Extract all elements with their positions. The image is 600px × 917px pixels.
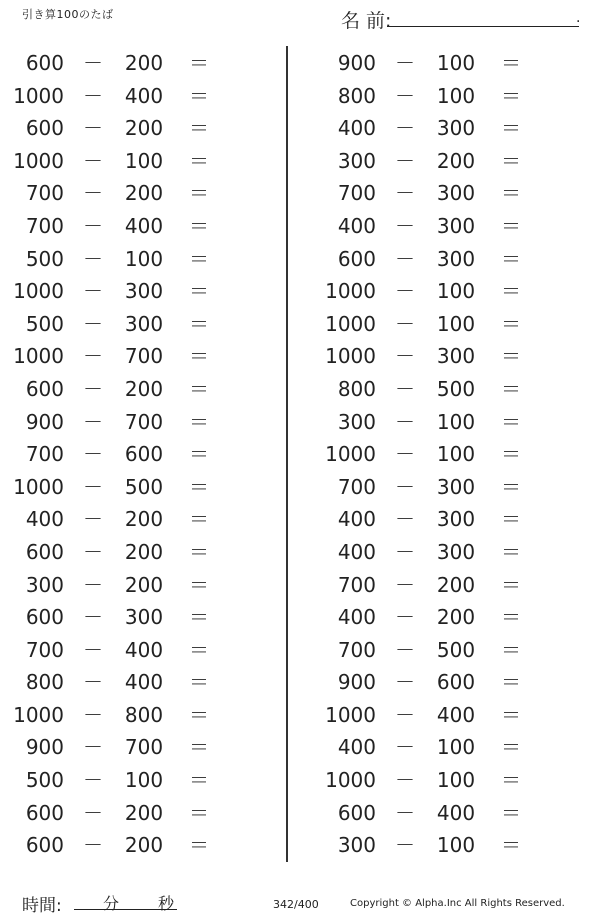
minus-sign: － xyxy=(83,311,103,336)
equals-sign: ＝ xyxy=(501,670,521,695)
equals-sign: ＝ xyxy=(189,409,209,434)
subtrahend: 400 xyxy=(124,670,164,695)
page-number: 342/400 xyxy=(273,898,319,911)
minutes-unit: 分 xyxy=(103,894,120,913)
minus-sign: － xyxy=(83,213,103,238)
minuend: 600 xyxy=(25,800,64,825)
minuend: 800 xyxy=(25,670,64,695)
equals-sign: ＝ xyxy=(189,442,209,467)
equals-sign: ＝ xyxy=(501,409,521,434)
minuend: 300 xyxy=(337,148,376,173)
minus-sign: － xyxy=(83,51,103,75)
minuend: 900 xyxy=(25,409,64,434)
minuend: 900 xyxy=(337,51,376,75)
subtrahend: 300 xyxy=(124,311,164,336)
subtrahend: 200 xyxy=(124,507,164,532)
minuend: 1000 xyxy=(325,311,376,336)
minuend: 1000 xyxy=(325,279,376,304)
equals-sign: ＝ xyxy=(501,800,521,825)
subtrahend: 100 xyxy=(436,768,476,793)
subtrahend: 200 xyxy=(124,833,164,858)
name-line-dot: . xyxy=(576,10,581,26)
name-label: 名 前: xyxy=(341,10,392,32)
equals-sign: ＝ xyxy=(189,246,209,271)
minuend: 500 xyxy=(25,311,64,336)
subtrahend: 700 xyxy=(124,409,164,434)
minus-sign: － xyxy=(395,181,415,206)
equals-sign: ＝ xyxy=(189,213,209,238)
minuend: 700 xyxy=(25,637,64,662)
equals-sign: ＝ xyxy=(501,637,521,662)
minus-sign: － xyxy=(83,800,103,825)
subtrahend: 200 xyxy=(436,605,476,630)
equals-sign: ＝ xyxy=(501,311,521,336)
equals-sign: ＝ xyxy=(501,181,521,206)
equals-sign: ＝ xyxy=(501,148,521,173)
minus-sign: － xyxy=(395,83,415,108)
equals-sign: ＝ xyxy=(501,507,521,532)
subtrahend: 100 xyxy=(436,83,476,108)
minuend: 600 xyxy=(25,51,64,75)
subtrahend: 500 xyxy=(436,637,476,662)
minuend: 900 xyxy=(337,670,376,695)
equals-sign: ＝ xyxy=(501,735,521,760)
minus-sign: － xyxy=(395,800,415,825)
minuend: 600 xyxy=(25,376,64,401)
minuend: 1000 xyxy=(325,702,376,727)
subtrahend: 800 xyxy=(124,702,164,727)
minus-sign: － xyxy=(83,279,103,304)
subtrahend: 600 xyxy=(124,442,164,467)
equals-sign: ＝ xyxy=(501,539,521,564)
subtrahend: 300 xyxy=(124,279,164,304)
time-label: 時間: xyxy=(22,896,62,916)
equals-sign: ＝ xyxy=(501,605,521,630)
equals-sign: ＝ xyxy=(189,735,209,760)
minus-sign: － xyxy=(83,116,103,141)
subtrahend: 100 xyxy=(124,246,164,271)
minuend: 700 xyxy=(25,181,64,206)
equals-sign: ＝ xyxy=(501,376,521,401)
equals-sign: ＝ xyxy=(501,279,521,304)
minuend: 700 xyxy=(337,572,376,597)
equals-sign: ＝ xyxy=(189,507,209,532)
equals-sign: ＝ xyxy=(189,181,209,206)
minus-sign: － xyxy=(395,539,415,564)
subtrahend: 200 xyxy=(124,181,164,206)
minus-sign: － xyxy=(395,279,415,304)
minus-sign: － xyxy=(395,572,415,597)
equals-sign: ＝ xyxy=(501,116,521,141)
minus-sign: － xyxy=(83,702,103,727)
minuend: 800 xyxy=(337,376,376,401)
minuend: 400 xyxy=(337,507,376,532)
minus-sign: － xyxy=(83,409,103,434)
minus-sign: － xyxy=(83,637,103,662)
minus-sign: － xyxy=(395,474,415,499)
subtrahend: 100 xyxy=(436,409,476,434)
equals-sign: ＝ xyxy=(189,637,209,662)
minus-sign: － xyxy=(395,637,415,662)
minuend: 800 xyxy=(337,83,376,108)
minuend: 400 xyxy=(25,507,64,532)
minuend: 500 xyxy=(25,768,64,793)
minus-sign: － xyxy=(395,833,415,858)
minus-sign: － xyxy=(83,670,103,695)
minus-sign: － xyxy=(395,409,415,434)
equals-sign: ＝ xyxy=(501,442,521,467)
minuend: 400 xyxy=(337,605,376,630)
subtrahend: 300 xyxy=(436,213,476,238)
minus-sign: － xyxy=(83,768,103,793)
subtrahend: 300 xyxy=(436,507,476,532)
subtrahend: 200 xyxy=(436,148,476,173)
equals-sign: ＝ xyxy=(189,539,209,564)
minus-sign: － xyxy=(395,246,415,271)
subtrahend: 300 xyxy=(436,474,476,499)
subtrahend: 300 xyxy=(436,539,476,564)
subtrahend: 400 xyxy=(436,702,476,727)
minuend: 400 xyxy=(337,116,376,141)
minus-sign: － xyxy=(395,670,415,695)
minus-sign: － xyxy=(83,474,103,499)
equals-sign: ＝ xyxy=(189,768,209,793)
equals-sign: ＝ xyxy=(501,213,521,238)
name-line[interactable] xyxy=(387,26,579,27)
equals-sign: ＝ xyxy=(189,702,209,727)
equals-sign: ＝ xyxy=(501,51,521,75)
minuend: 900 xyxy=(25,735,64,760)
equals-sign: ＝ xyxy=(189,833,209,858)
equals-sign: ＝ xyxy=(501,702,521,727)
minuend: 300 xyxy=(337,833,376,858)
subtrahend: 200 xyxy=(124,572,164,597)
minuend: 1000 xyxy=(13,83,64,108)
minuend: 1000 xyxy=(13,474,64,499)
minuend: 600 xyxy=(25,833,64,858)
minus-sign: － xyxy=(395,702,415,727)
minus-sign: － xyxy=(83,83,103,108)
subtrahend: 700 xyxy=(124,735,164,760)
subtrahend: 500 xyxy=(124,474,164,499)
equals-sign: ＝ xyxy=(189,279,209,304)
minuend: 1000 xyxy=(13,702,64,727)
minus-sign: － xyxy=(83,181,103,206)
minus-sign: － xyxy=(83,605,103,630)
minuend: 1000 xyxy=(325,768,376,793)
subtrahend: 400 xyxy=(436,800,476,825)
equals-sign: ＝ xyxy=(189,116,209,141)
minuend: 1000 xyxy=(325,442,376,467)
subtrahend: 300 xyxy=(436,344,476,369)
subtrahend: 100 xyxy=(436,833,476,858)
subtrahend: 400 xyxy=(124,83,164,108)
seconds-unit: 秒 xyxy=(158,894,175,913)
equals-sign: ＝ xyxy=(189,572,209,597)
minuend: 400 xyxy=(337,735,376,760)
subtrahend: 400 xyxy=(124,213,164,238)
minuend: 600 xyxy=(337,800,376,825)
minus-sign: － xyxy=(83,442,103,467)
subtrahend: 200 xyxy=(124,539,164,564)
column-divider xyxy=(286,46,288,862)
minus-sign: － xyxy=(83,735,103,760)
copyright-notice: Copyright © Alpha.Inc All Rights Reserved. xyxy=(350,898,565,909)
equals-sign: ＝ xyxy=(189,800,209,825)
subtrahend: 200 xyxy=(124,376,164,401)
subtrahend: 200 xyxy=(124,51,164,75)
minuend: 1000 xyxy=(13,148,64,173)
minus-sign: － xyxy=(395,376,415,401)
equals-sign: ＝ xyxy=(501,768,521,793)
subtrahend: 100 xyxy=(124,148,164,173)
equals-sign: ＝ xyxy=(189,474,209,499)
equals-sign: ＝ xyxy=(189,605,209,630)
worksheet-title: 引き算100のたば xyxy=(22,8,114,21)
minuend: 700 xyxy=(337,474,376,499)
minus-sign: － xyxy=(395,148,415,173)
minuend: 1000 xyxy=(13,344,64,369)
subtrahend: 200 xyxy=(436,572,476,597)
equals-sign: ＝ xyxy=(501,572,521,597)
subtrahend: 100 xyxy=(436,311,476,336)
subtrahend: 300 xyxy=(436,246,476,271)
minuend: 400 xyxy=(337,539,376,564)
subtrahend: 300 xyxy=(436,116,476,141)
minuend: 300 xyxy=(25,572,64,597)
equals-sign: ＝ xyxy=(501,344,521,369)
subtrahend: 100 xyxy=(436,279,476,304)
equals-sign: ＝ xyxy=(189,311,209,336)
minus-sign: － xyxy=(83,572,103,597)
equals-sign: ＝ xyxy=(189,376,209,401)
minus-sign: － xyxy=(395,735,415,760)
subtrahend: 500 xyxy=(436,376,476,401)
minus-sign: － xyxy=(395,116,415,141)
minuend: 600 xyxy=(337,246,376,271)
minuend: 1000 xyxy=(13,279,64,304)
minus-sign: － xyxy=(395,311,415,336)
subtrahend: 300 xyxy=(124,605,164,630)
minuend: 600 xyxy=(25,116,64,141)
minus-sign: － xyxy=(395,768,415,793)
minus-sign: － xyxy=(395,507,415,532)
subtrahend: 100 xyxy=(436,442,476,467)
minus-sign: － xyxy=(83,833,103,858)
minuend: 600 xyxy=(25,539,64,564)
equals-sign: ＝ xyxy=(501,246,521,271)
subtrahend: 200 xyxy=(124,116,164,141)
equals-sign: ＝ xyxy=(501,833,521,858)
minuend: 700 xyxy=(337,637,376,662)
minuend: 400 xyxy=(337,213,376,238)
subtrahend: 100 xyxy=(124,768,164,793)
minuend: 500 xyxy=(25,246,64,271)
minus-sign: － xyxy=(83,539,103,564)
minus-sign: － xyxy=(395,344,415,369)
subtrahend: 100 xyxy=(436,735,476,760)
subtrahend: 100 xyxy=(436,51,476,75)
minus-sign: － xyxy=(395,605,415,630)
equals-sign: ＝ xyxy=(501,83,521,108)
minus-sign: － xyxy=(395,442,415,467)
subtrahend: 400 xyxy=(124,637,164,662)
subtrahend: 300 xyxy=(436,181,476,206)
minus-sign: － xyxy=(83,344,103,369)
minuend: 700 xyxy=(337,181,376,206)
equals-sign: ＝ xyxy=(189,51,209,75)
minuend: 600 xyxy=(25,605,64,630)
minus-sign: － xyxy=(83,376,103,401)
minuend: 1000 xyxy=(325,344,376,369)
equals-sign: ＝ xyxy=(189,83,209,108)
equals-sign: ＝ xyxy=(189,670,209,695)
minuend: 700 xyxy=(25,442,64,467)
minuend: 300 xyxy=(337,409,376,434)
equals-sign: ＝ xyxy=(501,474,521,499)
minus-sign: － xyxy=(83,246,103,271)
minus-sign: － xyxy=(83,507,103,532)
equals-sign: ＝ xyxy=(189,344,209,369)
minus-sign: － xyxy=(83,148,103,173)
equals-sign: ＝ xyxy=(189,148,209,173)
subtrahend: 700 xyxy=(124,344,164,369)
minus-sign: － xyxy=(395,51,415,75)
subtrahend: 600 xyxy=(436,670,476,695)
minuend: 700 xyxy=(25,213,64,238)
subtrahend: 200 xyxy=(124,800,164,825)
minus-sign: － xyxy=(395,213,415,238)
